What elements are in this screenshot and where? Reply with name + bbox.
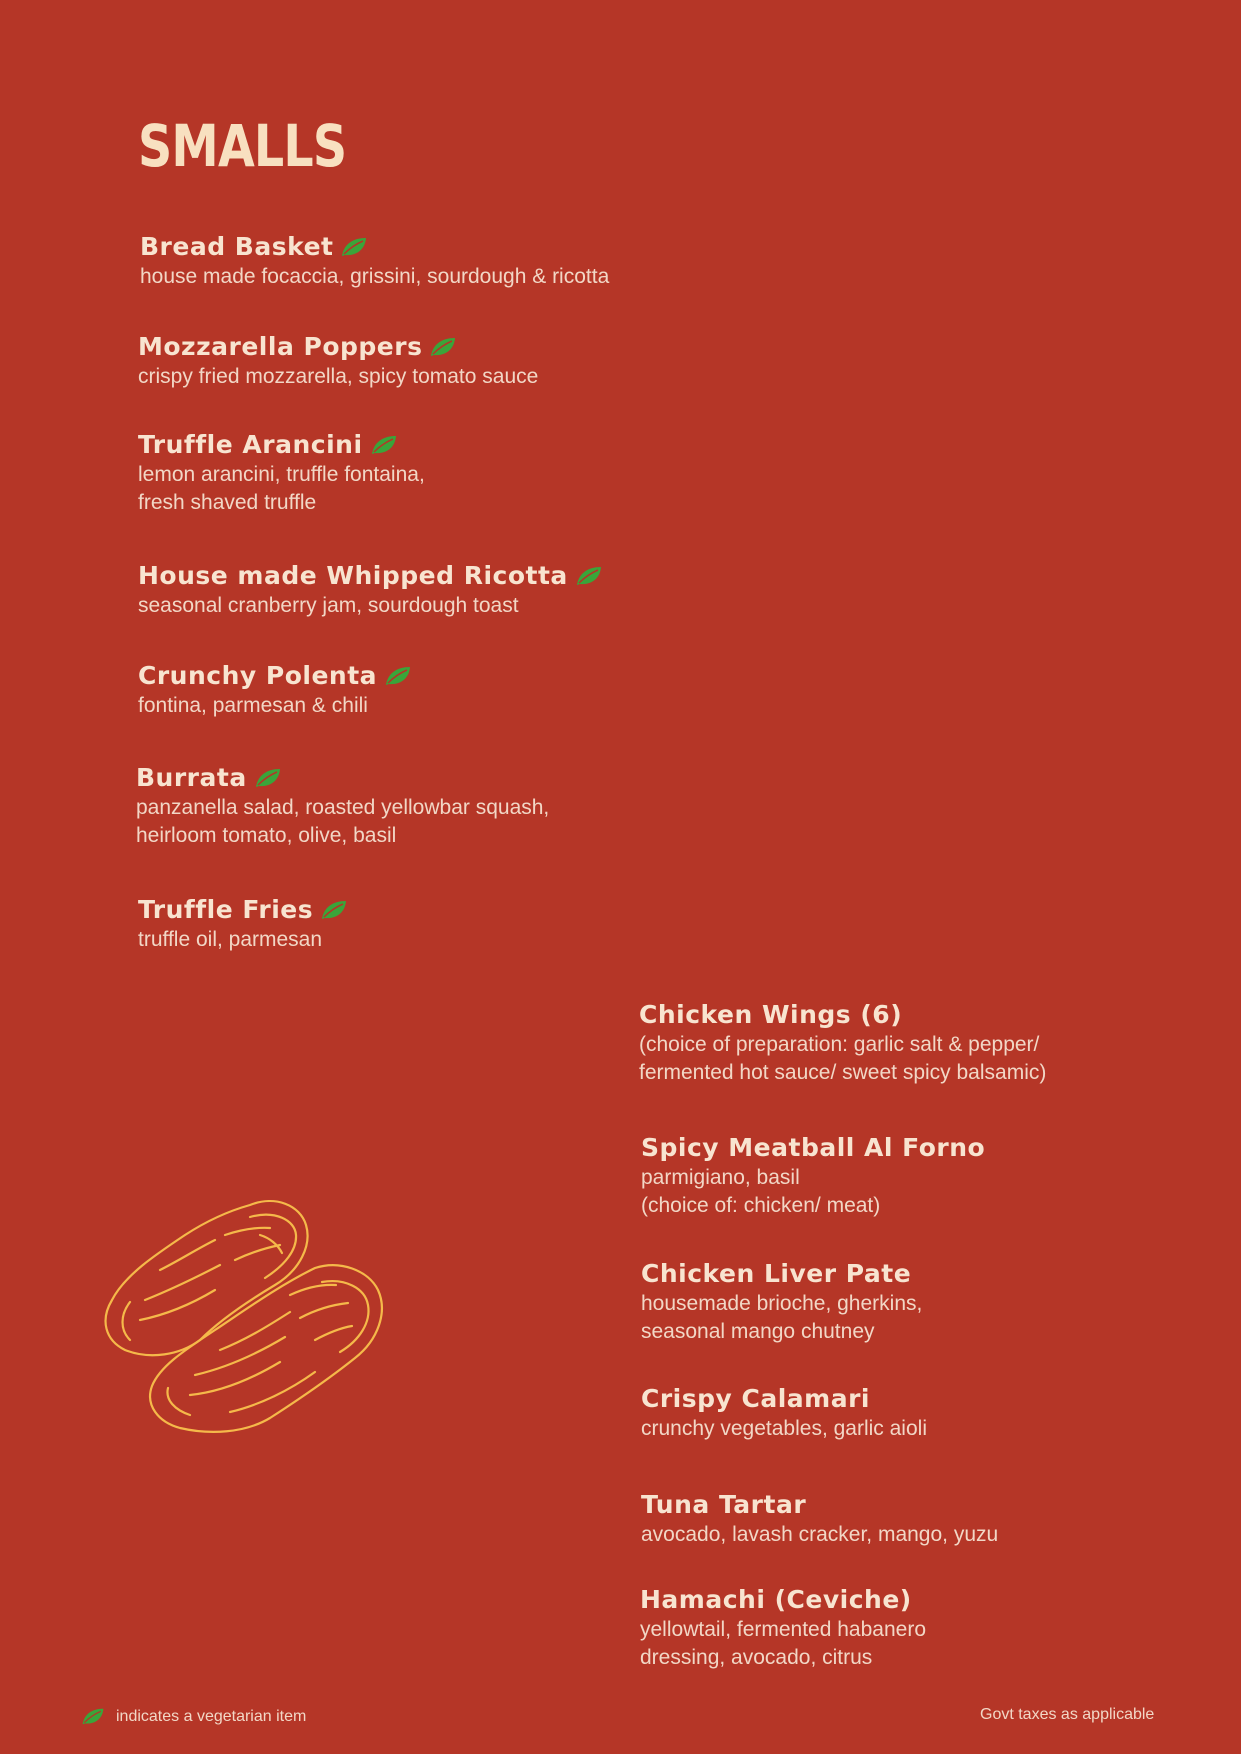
- tax-note: Govt taxes as applicable: [980, 1706, 1155, 1723]
- item-name: Hamachi (Ceviche): [640, 1585, 912, 1614]
- leaf-icon: [574, 564, 604, 588]
- item-description: (choice of preparation: garlic salt & pepper/ fermented hot sauce/ sweet spicy balsamic): [639, 1033, 1047, 1084]
- item-name: Chicken Wings (6): [639, 1000, 903, 1029]
- item-name: Bread Basket: [140, 232, 334, 261]
- menu-item-tuna-tartar: [641, 1490, 1201, 1549]
- item-description: crispy fried mozzarella, spicy tomato sauce: [138, 365, 539, 388]
- item-name: Truffle Fries: [138, 895, 314, 924]
- wings-illustration: [100, 1190, 400, 1450]
- item-name: Chicken Liver Pate: [641, 1259, 912, 1288]
- menu-item-chicken-wings: [639, 1000, 1199, 1087]
- item-description: fontina, parmesan & chili: [138, 694, 368, 717]
- item-description: avocado, lavash cracker, mango, yuzu: [641, 1523, 999, 1546]
- item-description: crunchy vegetables, garlic aioli: [641, 1417, 927, 1440]
- item-description: seasonal cranberry jam, sourdough toast: [138, 594, 519, 617]
- menu-item-hamachi: [640, 1585, 1200, 1672]
- leaf-icon: [428, 335, 458, 359]
- section-title: SMALLS: [138, 112, 347, 180]
- vegetarian-legend: [80, 1706, 306, 1727]
- menu-item-chicken-liver-pate: [641, 1259, 1201, 1346]
- item-description: lemon arancini, truffle fontaina, fresh shaved truffle: [138, 463, 425, 514]
- item-description: house made focaccia, grissini, sourdough & ricotta: [140, 265, 610, 288]
- leaf-icon: [383, 664, 413, 688]
- item-description: housemade brioche, gherkins, seasonal mango chutney: [641, 1292, 923, 1343]
- menu-item-whipped-ricotta: [138, 561, 698, 620]
- leaf-icon: [319, 898, 349, 922]
- menu-item-mozzarella-poppers: [138, 332, 698, 391]
- item-name: Spicy Meatball Al Forno: [641, 1133, 986, 1162]
- leaf-icon: [80, 1706, 106, 1727]
- item-description: parmigiano, basil (choice of: chicken/ meat): [641, 1166, 881, 1217]
- item-description: panzanella salad, roasted yellowbar squash, heirloom tomato, olive, basil: [136, 796, 550, 847]
- item-name: Crunchy Polenta: [138, 661, 378, 690]
- item-name: Mozzarella Poppers: [138, 332, 423, 361]
- menu-item-bread-basket: [140, 232, 700, 291]
- legend-text: indicates a vegetarian item: [116, 1707, 307, 1725]
- menu-item-truffle-fries: [138, 895, 698, 954]
- menu-item-truffle-arancini: [138, 430, 698, 517]
- item-description: yellowtail, fermented habanero dressing, avocado, citrus: [640, 1618, 927, 1669]
- item-name: Tuna Tartar: [641, 1490, 807, 1519]
- leaf-icon: [253, 766, 283, 790]
- menu-item-burrata: [136, 763, 696, 850]
- item-name: Truffle Arancini: [138, 430, 363, 459]
- menu-item-crunchy-polenta: [138, 661, 698, 720]
- menu-item-crispy-calamari: [641, 1384, 1201, 1443]
- leaf-icon: [339, 235, 369, 259]
- menu-item-spicy-meatball: [641, 1133, 1201, 1220]
- leaf-icon: [369, 433, 399, 457]
- item-name: Burrata: [136, 763, 247, 792]
- item-name: Crispy Calamari: [641, 1384, 870, 1413]
- item-name: House made Whipped Ricotta: [138, 561, 568, 590]
- item-description: truffle oil, parmesan: [138, 928, 323, 951]
